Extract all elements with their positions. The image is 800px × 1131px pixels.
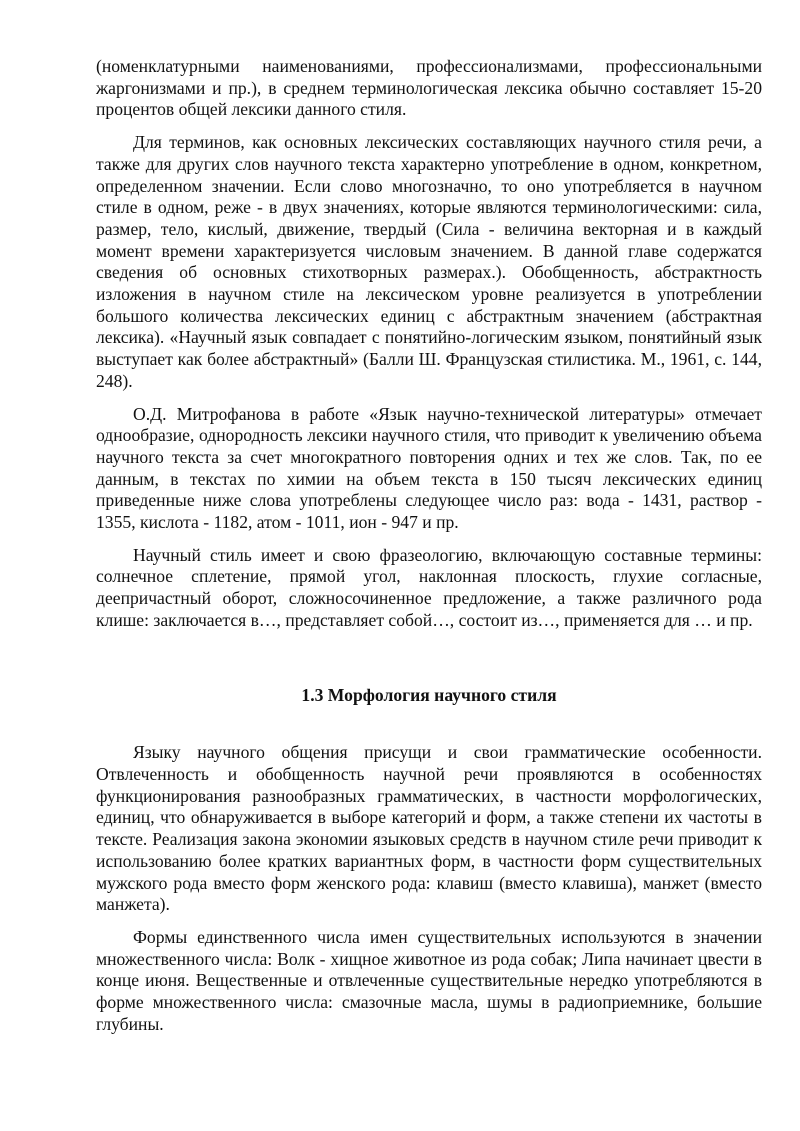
paragraph-grammar-features: Языку научного общения присущи и свои грамматические особенности. Отвлеченность и обобщенность научной речи проявляются в особенностях функционирования разнообразных грамматических, в частности морфологических, единиц, что обнаруживается в выборе категорий и форм, а также степени их частоты в тексте. Реализация закона экономии языковых средств в научном стиле речи приводит к использованию более кратких вариантных форм, в частности форм существительных мужского рода вместо форм женского рода: клавиш (вместо клавиша), манжет (вместо манжета). bbox=[96, 742, 762, 915]
document-page bbox=[96, 56, 762, 1046]
section-heading: 1.3 Морфология научного стиля bbox=[301, 684, 557, 705]
paragraph-phraseology: Научный стиль имеет и свою фразеологию, включающую составные термины: солнечное сплетение, прямой угол, наклонная плоскость, глухие согласные, деепричастный оборот, сложносочиненное предложение, а также различного рода клише: заключается в…, представляет собой…, состоит из…, применяется для … и пр. bbox=[96, 544, 762, 630]
paragraph-continuation: (номенклатурными наименованиями, профессионализмами, профессиональными жаргонизмами и пр.), в среднем терминологическая лексика обычно составляет 15-20 процентов общей лексики данного стиля. bbox=[96, 56, 762, 120]
paragraph-mitrofanova: О.Д. Митрофанова в работе «Язык научно-технической литературы» отмечает однообразие, однородность лексики научного стиля, что приводит к увеличению объема научного текста за счет многократного повторения одних и тех же слов. Так, по ее данным, в текстах по химии на объем текста в 150 тысяч лексических единиц приведенные ниже слова употреблены следующее число раз: вода - 1431, раствор - 1355, кислота - 1182, атом - 1011, ион - 947 и пр. bbox=[96, 403, 762, 533]
paragraph-singular-forms: Формы единственного числа имен существительных используются в значении множественного числа: Волк - хищное животное из рода собак; Липа начинает цвести в конце июня. Вещественные и отвлеченные существительные нередко употребляются в форме множественного числа: смазочные масла, шумы в радиоприемнике, большие глубины. bbox=[96, 926, 762, 1034]
paragraph-terms-meaning: Для терминов, как основных лексических составляющих научного стиля речи, а также для других слов научного текста характерно употребление в одном, конкретном, определенном значении. Если слово многозначно, то оно употребляется в научном стиле в одном, реже - в двух значениях, которые являются терминологическими: сила, размер, тело, кислый, движение, твердый (Сила - величина векторная и в каждый момент времени характеризуется числовым значением. В данной главе содержатся сведения об основных стихотворных размерах.). Обобщенность, абстрактность изложения в научном стиле на лексическом уровне реализуется в употреблении большого количества лексических единиц с абстрактным значением (абстрактная лексика). «Научный язык совпадает с понятийно-логическим языком, понятийный язык выступает как более абстрактный» (Балли Ш. Французская стилистика. М., 1961, с. 144, 248). bbox=[96, 132, 762, 391]
